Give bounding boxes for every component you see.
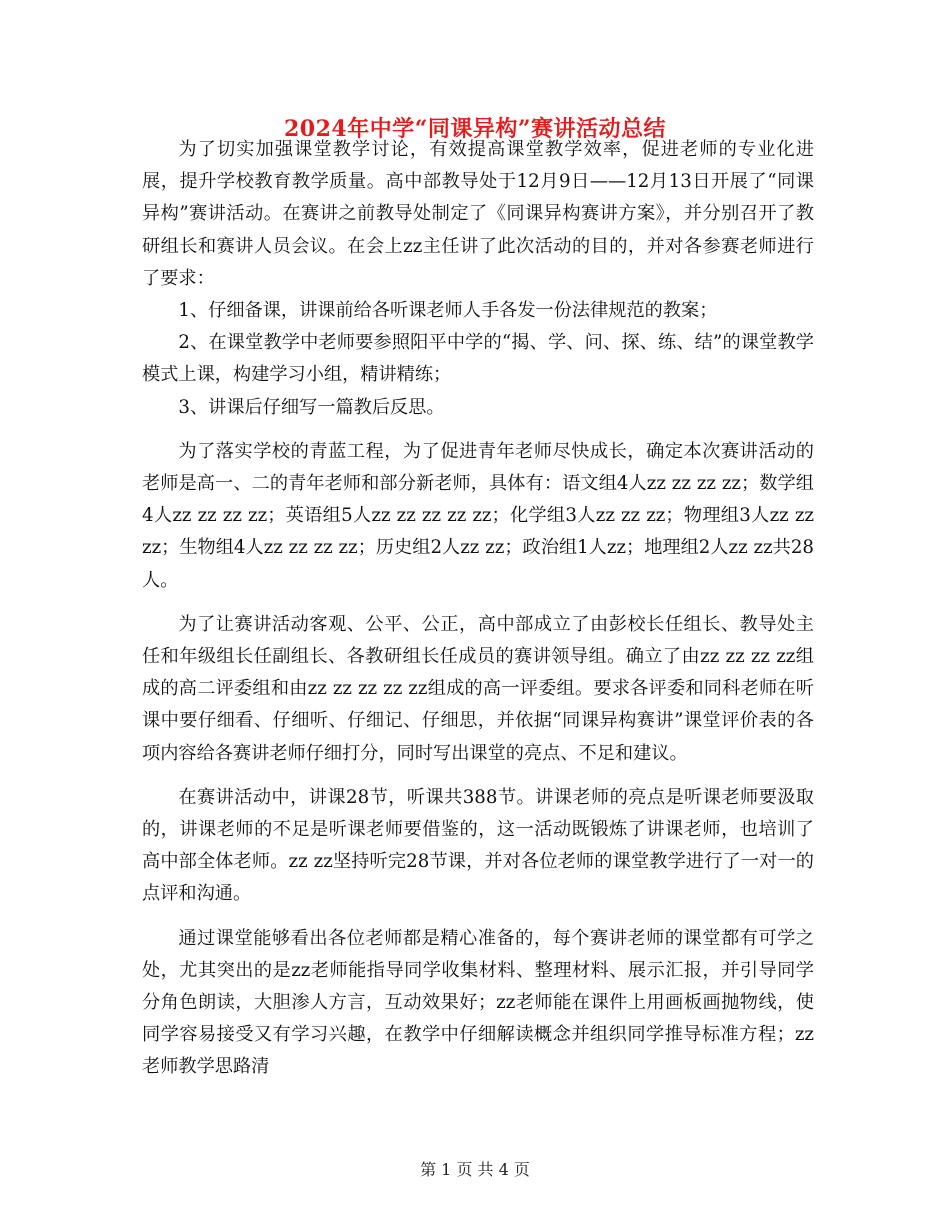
paragraph-requirement-1: 1、仔细备课，讲课前给各听课老师人手各发一份法律规范的教案； xyxy=(178,300,718,322)
document-body xyxy=(142,134,814,1084)
paragraph-judges: 为了让赛讲活动客观、公平、公正，高中部成立了由彭校长任组长、教导处主任和年级组长任副组长、各教研组长任成员的赛讲领导组。确立了由zz zz zz zz组成的高二评委组和由zz zz zz zz zz组成的高一评委组。要求各评委和同科老师在听课中要仔细看、仔细听、仔细记、仔细思，并依据“同课异构赛讲”课堂评价表的各项内容给各赛讲老师仔细打分，同时写出课堂的亮点、不足和建议。 xyxy=(142,613,814,764)
paragraph-highlights: 通过课堂能够看出各位老师都是精心准备的，每个赛讲老师的课堂都有可学之处，尤其突出的是zz老师能指导同学收集材料、整理材料、展示汇报，并引导同学分角色朗读，大胆渗人方言，互动效果好；zz老师能在课件上用画板画抛物线，使同学容易接受又有学习兴趣，在教学中仔细解读概念并组织同学推导标准方程；zz老师教学思路清 xyxy=(142,927,814,1078)
paragraph-participants: 为了落实学校的青蓝工程，为了促进青年老师尽快成长，确定本次赛讲活动的老师是高一、二的青年老师和部分新老师，具体有：语文组4人zz zz zz zz；数学组4人zz zz zz zz；英语组5人zz zz zz zz zz；化学组3人zz zz zz；物理组3人zz zz zz；生物组4人zz zz zz zz；历史组2人zz zz；政治组1人zz；地理组2人zz zz共28人。 xyxy=(142,440,814,591)
page-number: 第 1 页 共 4 页 xyxy=(420,1160,530,1179)
paragraph-intro: 为了切实加强课堂教学讨论，有效提高课堂教学效率，促进老师的专业化进展，提升学校教育教学质量。高中部教导处于12月9日——12月13日开展了“同课异构”赛讲活动。在赛讲之前教导处制定了《同课异构赛讲方案》，并分别召开了教研组长和赛讲人员会议。在会上zz主任讲了此次活动的目的，并对各参赛老师进行了要求： xyxy=(142,139,814,289)
paragraph-requirement-3: 3、讲课后仔细写一篇教后反思。 xyxy=(178,396,445,418)
document-title: 2024年中学“同课异构”赛讲活动总结 xyxy=(283,116,667,142)
paragraph-lessons: 在赛讲活动中，讲课28节，听课共388节。讲课老师的亮点是听课老师要汲取的，讲课老师的不足是听课老师要借鉴的，这一活动既锻炼了讲课老师，也培训了高中部全体老师。zz zz坚持听完28节课，并对各位老师的课堂教学进行了一对一的点评和沟通。 xyxy=(142,786,814,905)
paragraph-requirement-2: 2、在课堂教学中老师要参照阳平中学的“揭、学、问、探、练、结”的课堂教学模式上课，构建学习小组，精讲精练； xyxy=(142,332,814,386)
